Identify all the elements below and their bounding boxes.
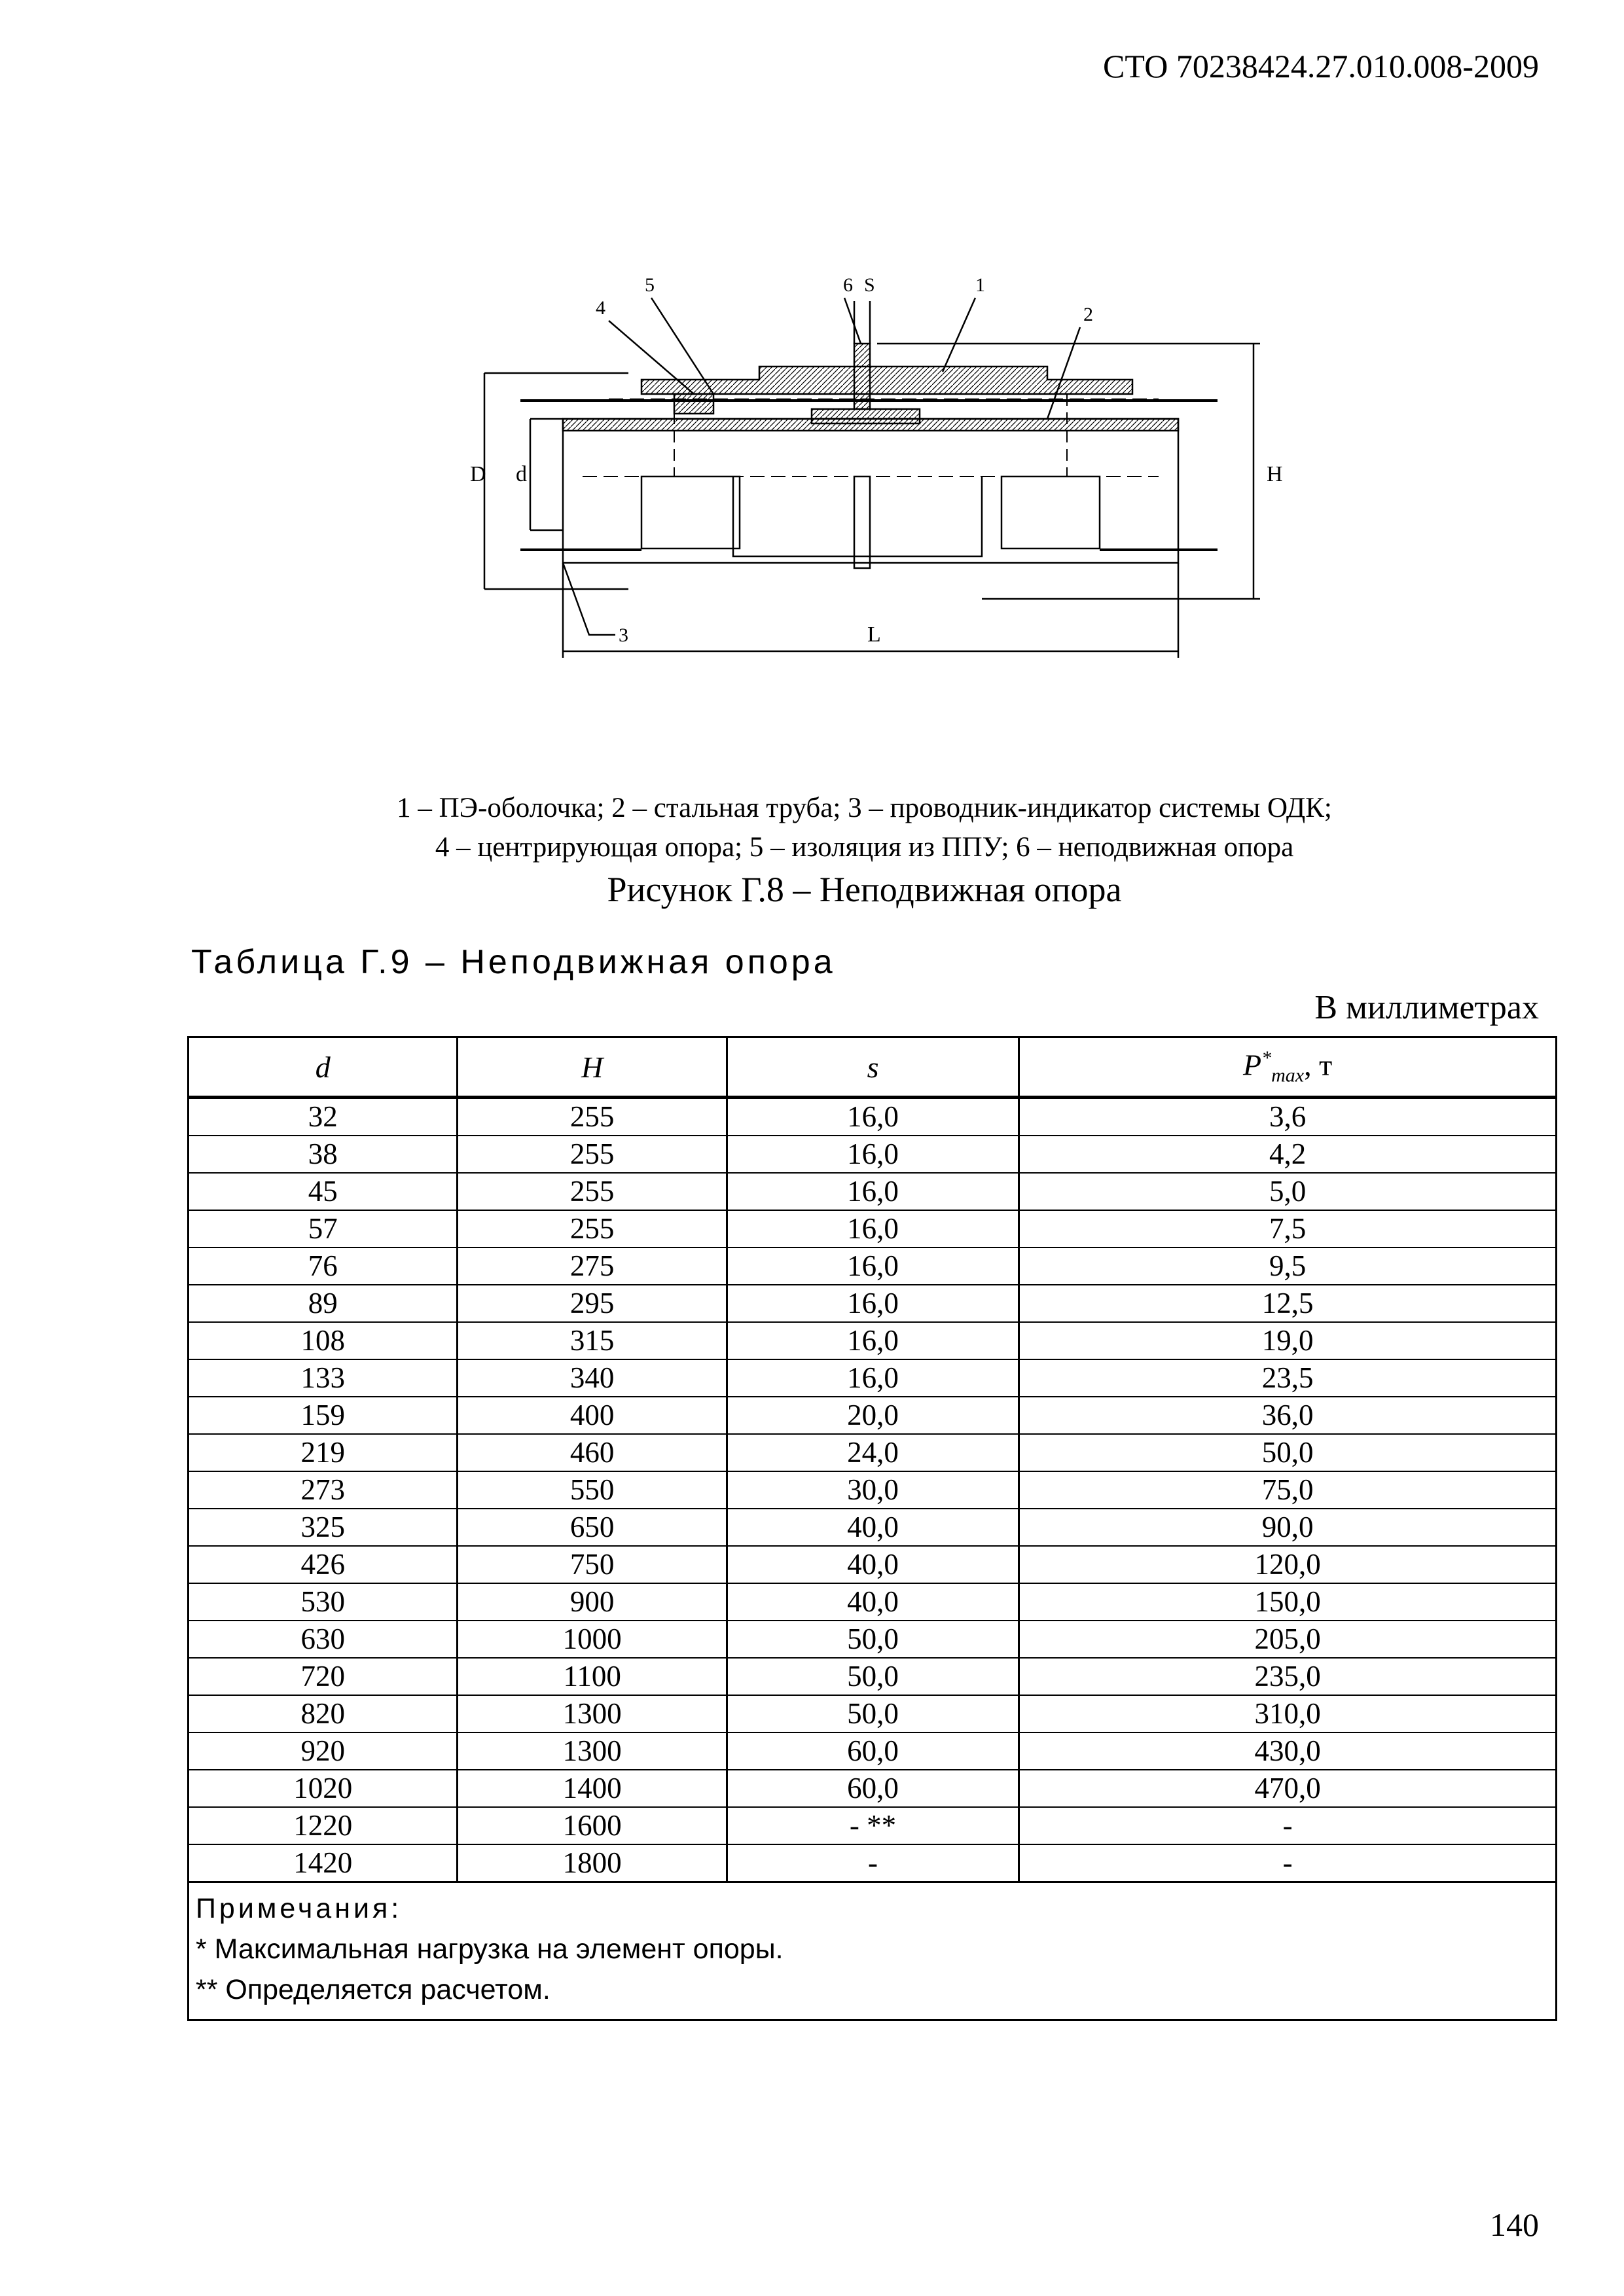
table-cell: 30,0 [727,1471,1019,1509]
table-cell: 36,0 [1019,1397,1557,1434]
table-cell: 820 [189,1695,458,1732]
table-cell: 1220 [189,1807,458,1844]
label-5: 5 [645,274,655,296]
table-cell: 12,5 [1019,1285,1557,1322]
table-cell: 530 [189,1583,458,1621]
table-cell: 16,0 [727,1247,1019,1285]
table-cell: 32 [189,1098,458,1136]
table-cell: 273 [189,1471,458,1509]
table-cell: 16,0 [727,1098,1019,1136]
table-row [189,1770,1557,1807]
table-cell: 1100 [458,1658,727,1695]
header-s: s [727,1037,1019,1098]
table-header-row [189,1037,1557,1098]
table-cell: 20,0 [727,1397,1019,1434]
label-1: 1 [975,274,985,296]
label-d: d [516,462,527,486]
table-cell: 76 [189,1247,458,1285]
header-pmax-asterisk: * [1261,1047,1272,1069]
table-cell: 650 [458,1509,727,1546]
table-cell: 275 [458,1247,727,1285]
table-row [189,1695,1557,1732]
table-cell: - [1019,1807,1557,1844]
table-cell: 16,0 [727,1173,1019,1210]
table-cell: 255 [458,1136,727,1173]
notes-title: Примечания: [196,1893,403,1924]
table-cell: 235,0 [1019,1658,1557,1695]
table-cell: 108 [189,1322,458,1359]
header-pmax-unit: , т [1304,1048,1333,1082]
fixed-support-drawing [393,223,1342,746]
table-cell: 900 [458,1583,727,1621]
table-cell: 50,0 [1019,1434,1557,1471]
table-cell: 50,0 [727,1658,1019,1695]
table-cell: 159 [189,1397,458,1434]
table-cell: 310,0 [1019,1695,1557,1732]
table-row [189,1583,1557,1621]
figure-legend-line-1: 1 – ПЭ-оболочка; 2 – стальная труба; 3 – проводник-индикатор системы ОДК; [397,793,1332,823]
table-cell: 3,6 [1019,1098,1557,1136]
label-D: D [470,462,486,486]
table-cell: 750 [458,1546,727,1583]
table-cell: 1020 [189,1770,458,1807]
table-row [189,1658,1557,1695]
table-cell: 400 [458,1397,727,1434]
table-cell: 9,5 [1019,1247,1557,1285]
table-cell: 325 [189,1509,458,1546]
table-cell: 315 [458,1322,727,1359]
table-cell: 50,0 [727,1695,1019,1732]
table-cell: 150,0 [1019,1583,1557,1621]
table-cell: 1300 [458,1732,727,1770]
note-2: ** Определяется расчетом. [196,1974,550,2005]
page-number: 140 [1490,2206,1539,2243]
table-cell: - [1019,1844,1557,1882]
table-cell: 426 [189,1546,458,1583]
header-pmax-sub: max [1271,1064,1305,1086]
table-cell: 430,0 [1019,1732,1557,1770]
table-cell: 60,0 [727,1732,1019,1770]
table-row [189,1098,1557,1136]
table-cell: - ** [727,1807,1019,1844]
table-row [189,1136,1557,1173]
table-row [189,1173,1557,1210]
table-cell: 19,0 [1019,1322,1557,1359]
table-cell: 219 [189,1434,458,1471]
table-row [189,1732,1557,1770]
table-cell: 90,0 [1019,1509,1557,1546]
table-cell: 16,0 [727,1210,1019,1247]
table-cell: 550 [458,1471,727,1509]
note-1: * Максимальная нагрузка на элемент опоры. [196,1933,784,1965]
data-table [187,1036,1557,2021]
header-pmax-symbol: P [1243,1048,1262,1082]
table-body [189,1098,1557,1882]
table-cell: 460 [458,1434,727,1471]
table-cell: 205,0 [1019,1621,1557,1658]
table-cell: 45 [189,1173,458,1210]
table-row [189,1322,1557,1359]
table-units: В миллиметрах [1314,989,1539,1026]
table-cell: 1420 [189,1844,458,1882]
table-cell: 1600 [458,1807,727,1844]
table-cell: 1800 [458,1844,727,1882]
table-cell: 50,0 [727,1621,1019,1658]
table-cell: 38 [189,1136,458,1173]
notes-cell [189,1882,1557,2020]
table-cell: 920 [189,1732,458,1770]
table-cell: 4,2 [1019,1136,1557,1173]
label-2: 2 [1083,304,1093,325]
table-cell: 40,0 [727,1509,1019,1546]
label-L: L [867,622,881,647]
table-cell: 1400 [458,1770,727,1807]
header-H: H [458,1037,727,1098]
table-cell: 340 [458,1359,727,1397]
figure-legend-line-2: 4 – центрирующая опора; 5 – изоляция из ППУ; 6 – неподвижная опора [435,832,1294,863]
table-row [189,1621,1557,1658]
table-cell: 40,0 [727,1546,1019,1583]
figure-caption: Рисунок Г.8 – Неподвижная опора [607,870,1122,909]
table-cell: 75,0 [1019,1471,1557,1509]
table-row [189,1546,1557,1583]
table-cell: 7,5 [1019,1210,1557,1247]
table-cell: 1300 [458,1695,727,1732]
table-row [189,1844,1557,1882]
table-cell: 720 [189,1658,458,1695]
table-row [189,1247,1557,1285]
table-row [189,1807,1557,1844]
table-cell: 16,0 [727,1359,1019,1397]
table-cell: 57 [189,1210,458,1247]
label-3: 3 [619,624,628,646]
table-row [189,1210,1557,1247]
table-cell: 1000 [458,1621,727,1658]
table-row [189,1359,1557,1397]
table-cell: 630 [189,1621,458,1658]
table-cell: 120,0 [1019,1546,1557,1583]
table-cell: 24,0 [727,1434,1019,1471]
label-4: 4 [596,297,605,319]
table-cell: 470,0 [1019,1770,1557,1807]
table-row [189,1397,1557,1434]
table-row [189,1471,1557,1509]
table-cell: 60,0 [727,1770,1019,1807]
table-cell: - [727,1844,1019,1882]
table-cell: 16,0 [727,1285,1019,1322]
header-d: d [189,1037,458,1098]
table-cell: 255 [458,1173,727,1210]
table-cell: 89 [189,1285,458,1322]
label-H: H [1267,462,1283,486]
table-title: Таблица Г.9 – Неподвижная опора [191,943,836,981]
label-s: S [864,274,875,296]
table-cell: 255 [458,1210,727,1247]
table-cell: 255 [458,1098,727,1136]
table-cell: 16,0 [727,1136,1019,1173]
table-cell: 133 [189,1359,458,1397]
table-cell: 295 [458,1285,727,1322]
label-6: 6 [843,274,853,296]
header-pmax [1019,1037,1557,1098]
table-cell: 5,0 [1019,1173,1557,1210]
table-row [189,1509,1557,1546]
table-row [189,1285,1557,1322]
table-cell: 40,0 [727,1583,1019,1621]
table-cell: 23,5 [1019,1359,1557,1397]
document-code: СТО 70238424.27.010.008-2009 [1103,48,1539,84]
notes-row [189,1882,1557,2020]
table-cell: 16,0 [727,1322,1019,1359]
table-row [189,1434,1557,1471]
